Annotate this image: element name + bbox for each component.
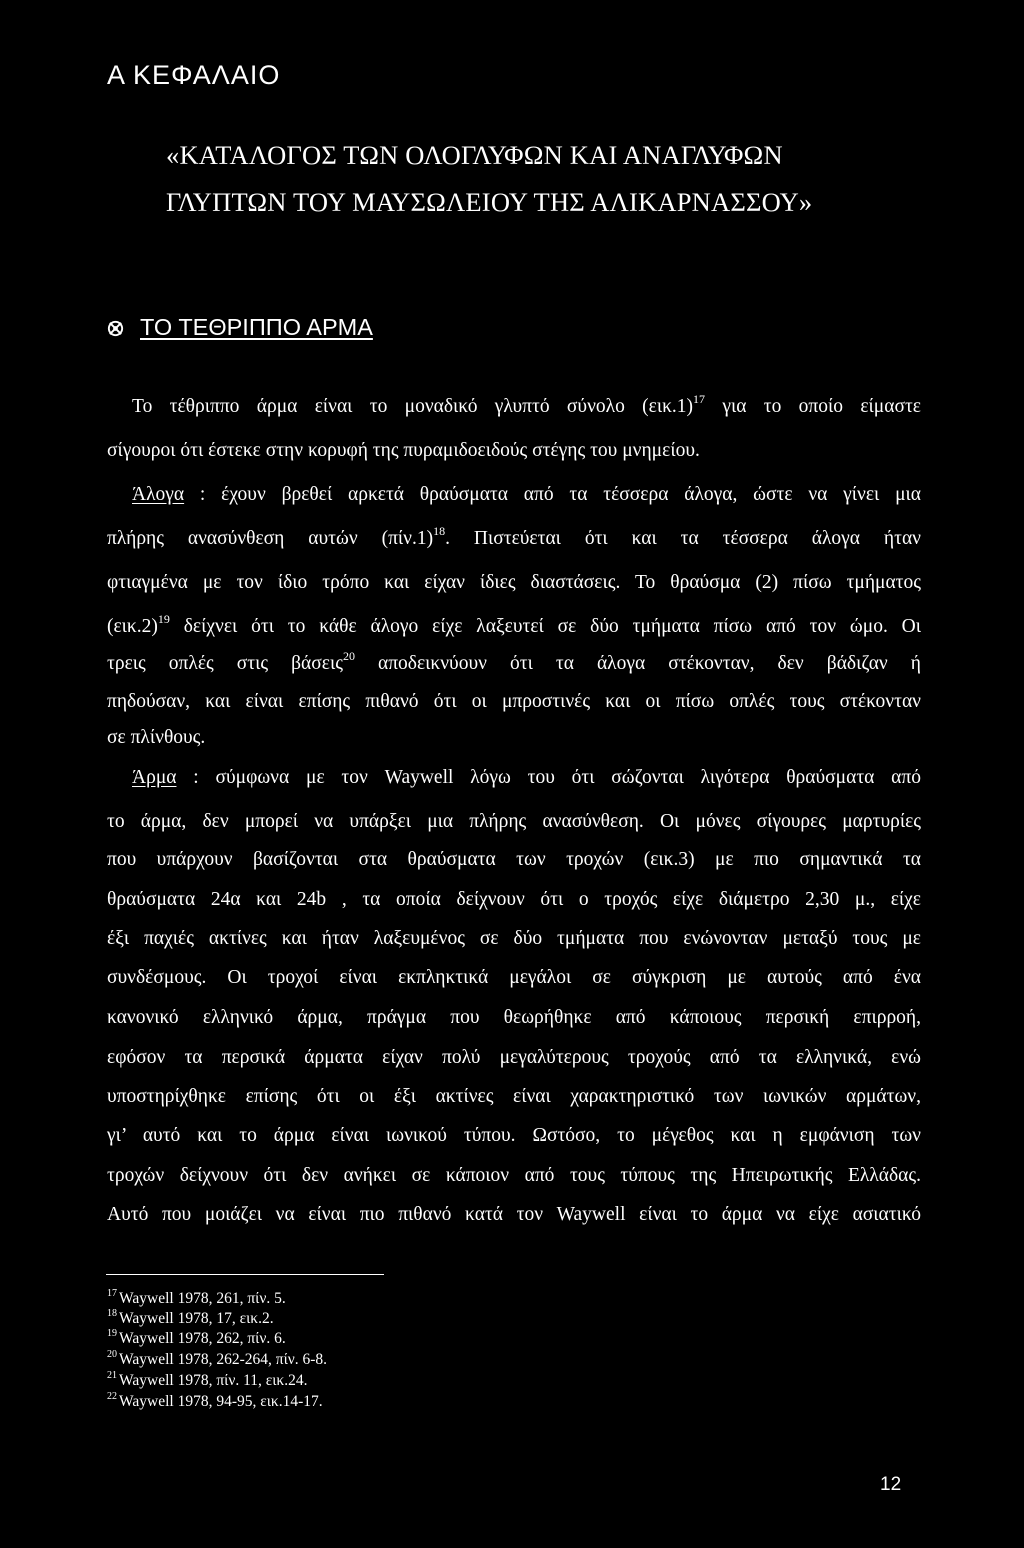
section-heading: [106, 314, 373, 341]
text-line: Αυτό που μοιάζει να είναι πιο πιθανό κατά τον Waywell είναι το άρμα να είχε ασιατικό: [107, 1204, 921, 1225]
footnote-separator: [106, 1274, 384, 1275]
text-line: $(\varepsilon\iota\kappa.2)^{19}$ δείχνει ότι το κάθε άλογο είχε λαξευτεί σε δύο τμήματα πίσω από τον ώμο. Οι: [107, 612, 921, 637]
footnote: $^{21}$ Waywell 1978, πίν. 11, εικ.24.: [107, 1370, 308, 1389]
footnote-ref: 20: [342, 649, 355, 663]
text-line: πλήρης ανασύνθεση αυτών $(\pi ί\nu.1)^{18}$. Πιστεύεται ότι και τα τέσσερα άλογα ήταν: [107, 524, 921, 549]
text-line: θραύσματα 24α και 24b , τα οποία δείχνουν ότι ο τροχός είχε διάμετρο 2,30 μ., είχε: [107, 889, 921, 910]
footnote: $^{20}$ Waywell 1978, 262-264, πίν. 6-8.: [107, 1349, 328, 1368]
page-number: 12: [880, 1474, 902, 1495]
text-line: Το τέθριππο άρμα είναι το μοναδικό γλυπτό σύνολο $(\varepsilon\iota\kappa.1)^{17}$ για το οποίο είμαστε: [132, 392, 921, 417]
footnote: $^{18}$ Waywell 1978, 17, εικ.2.: [107, 1308, 274, 1327]
text-line: Άλογα : έχουν βρεθεί αρκετά θραύσματα από τα τέσσερα άλογα, ώστε να γίνει μια: [132, 484, 921, 505]
chapter-heading: Α ΚΕΦΑΛΑΙΟ: [107, 60, 281, 90]
text-line: το άρμα, δεν μπορεί να υπάρξει μια πλήρης ανασύνθεση. Οι μόνες σίγουρες μαρτυρίες: [107, 811, 921, 832]
text-line: σίγουροι ότι έστεκε στην κορυφή της πυραμιδοειδούς στέγης του μνημείου.: [107, 440, 700, 461]
section-title: ΤΟ ΤΕΘΡΙΠΠΟ ΑΡΜΑ: [140, 314, 373, 340]
text-line: πηδούσαν, και είναι επίσης πιθανό ότι οι μπροστινές και οι πίσω οπλές τους στέκονταν: [107, 691, 921, 712]
text-line: κανονικό ελληνικό άρμα, πράγμα που θεωρήθηκε από κάποιους περσική επιρροή,: [107, 1007, 921, 1028]
chapter-title-line-1: «ΚΑΤΑΛΟΓΟΣ ΤΩΝ ΟΛΟΓΛΥΦΩΝ ΚΑΙ ΑΝΑΓΛΥΦΩΝ: [166, 140, 783, 170]
text-line: τρεις οπλές στις βάσεις$^{20}$ αποδεικνύουν ότι τα άλογα στέκονταν, δεν βάδιζαν ή: [107, 649, 921, 674]
horses-term: Άλογα: [132, 484, 185, 505]
chariot-term: Άρμα: [132, 767, 177, 788]
chapter-title-line-2: ΓΛΥΠΤΩΝ ΤΟΥ ΜΑΥΣΩΛΕΙΟΥ ΤΗΣ ΑΛΙΚΑΡΝΑΣΣΟΥ»: [166, 187, 813, 217]
text-line: γι’ αυτό και το άρμα είναι ιωνικού τύπου. Ωστόσο, το μέγεθος και η εμφάνιση των: [107, 1125, 921, 1146]
text-line: έξι παχιές ακτίνες και ήταν λαξευμένος σε δύο τμήματα που ενώνονταν μεταξύ τους με: [107, 928, 921, 949]
text-line: συνδέσμους. Οι τροχοί είναι εκπληκτικά μεγάλοι σε σύγκριση με αυτούς από ένα: [107, 967, 921, 988]
footnote-ref: 18: [433, 524, 446, 538]
text-line: φτιαγμένα με τον ίδιο τρόπο και είχαν ίδιες διαστάσεις. Το θραύσμα (2) πίσω τμήματος: [107, 572, 921, 593]
wreath-bullet-icon: [106, 319, 125, 338]
text-line: τροχών δείχνουν ότι δεν ανήκει σε κάποιον από τους τύπους της Ηπειρωτικής Ελλάδας.: [107, 1165, 921, 1186]
footnote-ref: 19: [157, 612, 170, 626]
footnote: $^{17}$ Waywell 1978, 261, πίν. 5.: [107, 1288, 286, 1307]
text-line: Άρμα : σύμφωνα με τον Waywell λόγω του ότι σώζονται λιγότερα θραύσματα από: [132, 767, 921, 788]
footnote: $^{19}$ Waywell 1978, 262, πίν. 6.: [107, 1328, 286, 1347]
text-line: σε πλίνθους.: [107, 727, 206, 748]
text-line: που υπάρχουν βασίζονται στα θραύσματα των τροχών (εικ.3) με πιο σημαντικά τα: [107, 849, 921, 870]
footnote: $^{22}$ Waywell 1978, 94-95, εικ.14-17.: [107, 1391, 323, 1410]
footnote-ref: 17: [693, 392, 706, 406]
text-line: εφόσον τα περσικά άρματα είχαν πολύ μεγαλύτερους τροχούς από τα ελληνικά, ενώ: [107, 1047, 921, 1068]
text-line: υποστηρίχθηκε επίσης ότι οι έξι ακτίνες είναι χαρακτηριστικό των ιωνικών αρμάτων,: [107, 1086, 921, 1107]
